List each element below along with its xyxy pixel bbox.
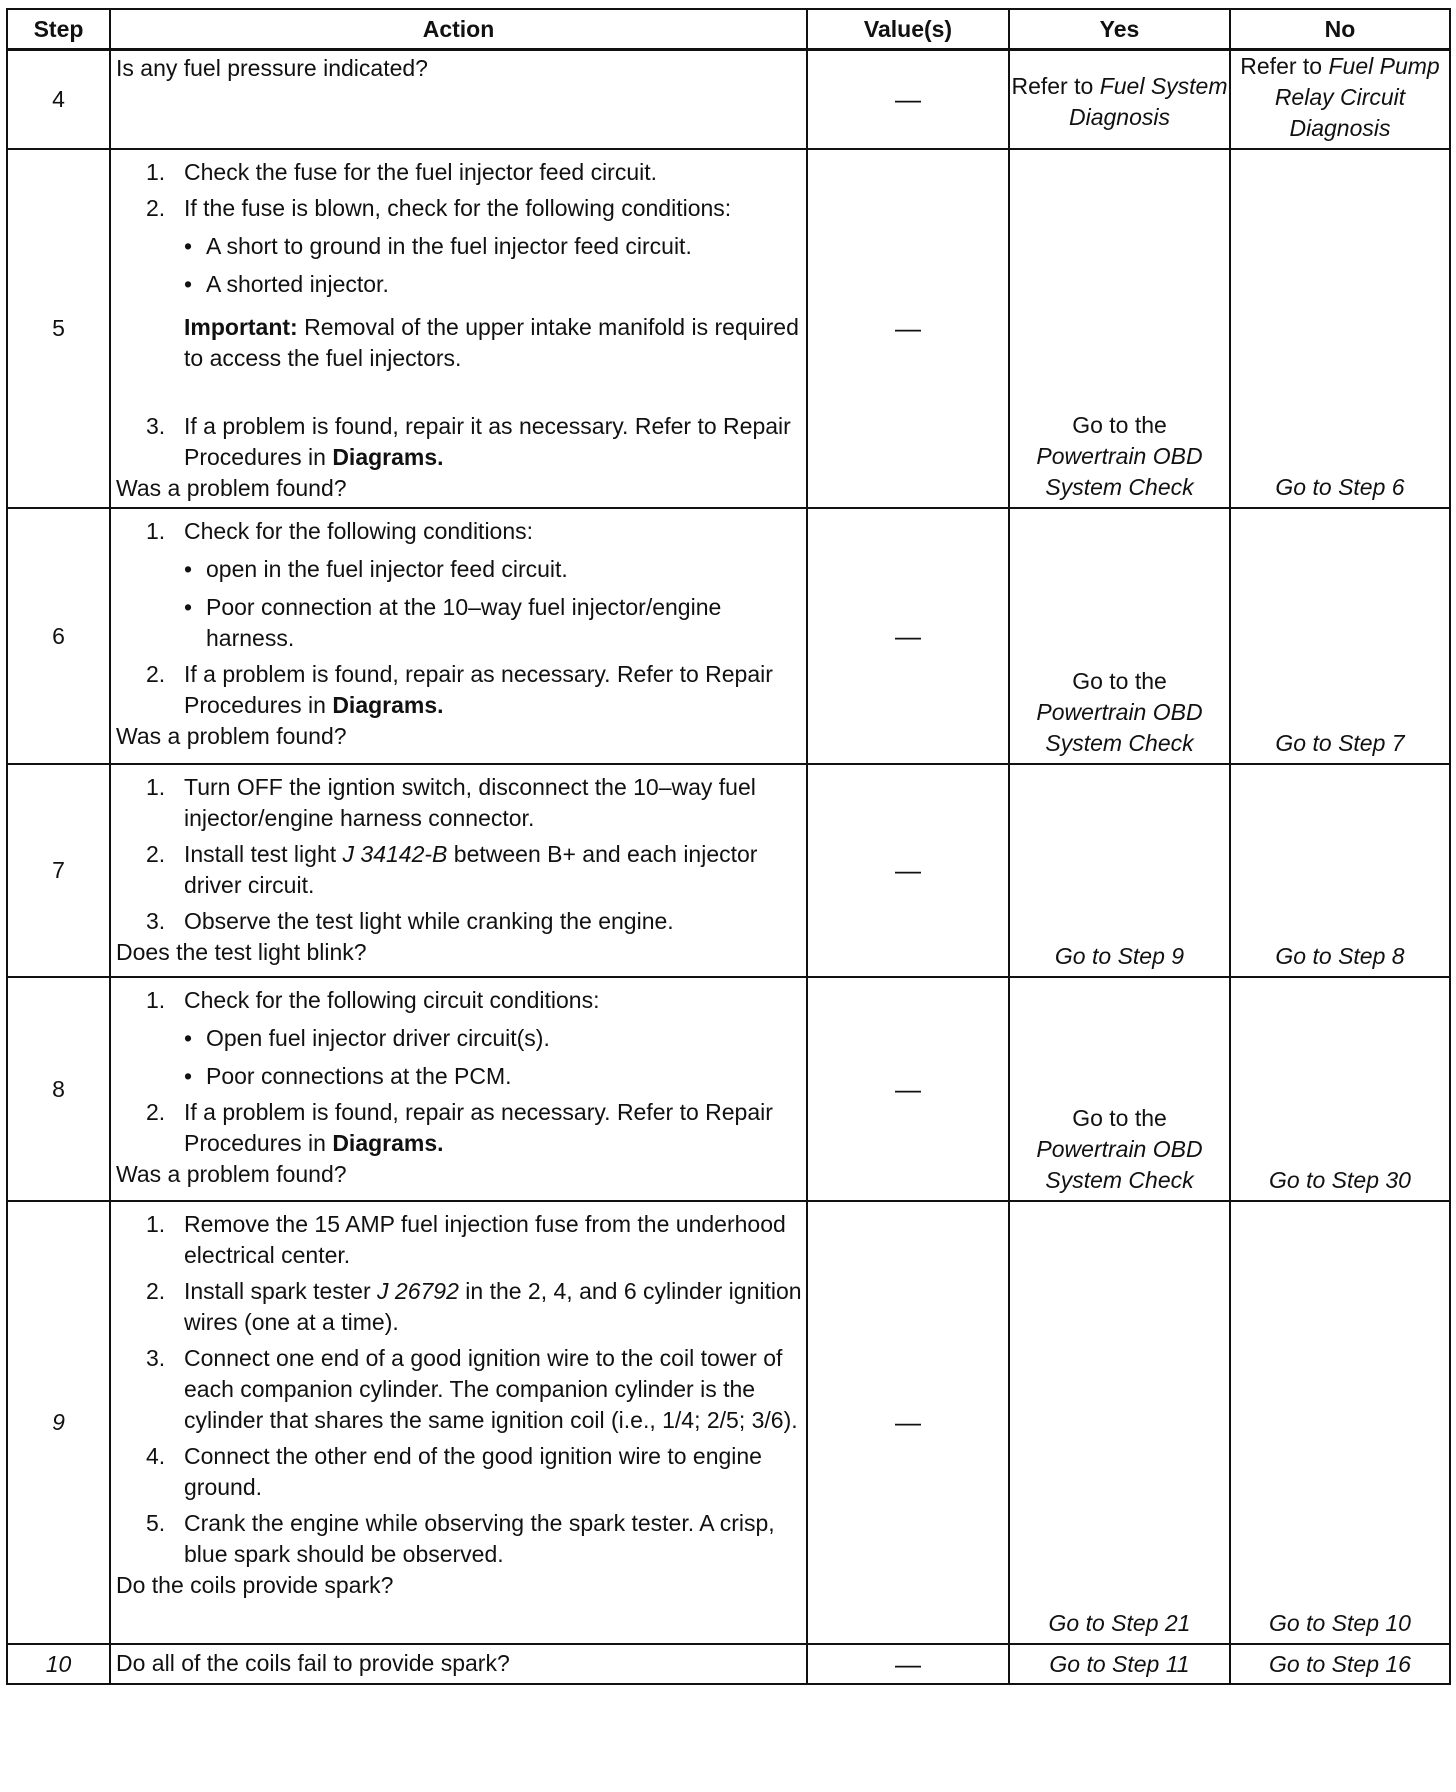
no-ref: Go to Step 16 (1269, 1650, 1411, 1677)
diagrams-ref: Diagrams. (332, 444, 444, 470)
action-item: If the fuse is blown, check for the following conditions: (184, 195, 732, 221)
action-item: Observe the test light while cranking the engine. (184, 908, 674, 934)
action-item: between B+ and each injector driver circuit. (184, 841, 758, 898)
action-item: Connect one end of a good ignition wire to the coil tower of each companion cylinder. The companion cylinder is the cylinder that shares the same ignition coil (i.e., 1/4; 2/5; 3/6). (184, 1345, 798, 1433)
no-cell (1230, 1201, 1450, 1644)
no-ref: Go to Step 10 (1269, 1610, 1411, 1636)
list-number: 1. (146, 1211, 166, 1237)
yes-text: Go to the (1072, 668, 1167, 694)
header-values: Value(s) (807, 9, 1009, 50)
value-cell: — (807, 1644, 1009, 1684)
condition-item: A short to ground in the fuel injector feed circuit. (206, 233, 692, 259)
yes-text: Refer to (1011, 72, 1100, 99)
value-cell: — (807, 977, 1009, 1201)
yes-ref: Powertrain OBD System Check (1036, 1136, 1203, 1193)
action-item: Connect the other end of the good ignition wire to engine ground. (184, 1443, 762, 1500)
yes-ref: Powertrain OBD System Check (1036, 443, 1203, 500)
question-text: Was a problem found? (116, 1161, 347, 1187)
bullet: • (184, 594, 193, 620)
table-row (7, 50, 1450, 150)
table-row (7, 508, 1450, 764)
question-text: Does the test light blink? (116, 939, 367, 965)
yes-cell (1009, 1201, 1230, 1644)
list-number: 1. (146, 987, 166, 1013)
action-item: If a problem is found, repair it as necessary. Refer to Repair Procedures in (184, 413, 791, 470)
no-cell (1230, 977, 1450, 1201)
important-label: Important: (184, 314, 298, 340)
action-item: Check the fuse for the fuel injector feed circuit. (184, 159, 658, 185)
value-cell: — (807, 764, 1009, 977)
tool-ref: J 34142-B (342, 841, 448, 867)
action-item: If a problem is found, repair as necessary. Refer to Repair Procedures in (184, 1099, 773, 1156)
question-text: Do the coils provide spark? (116, 1572, 394, 1598)
step-number: 8 (7, 977, 110, 1201)
step-number: 7 (7, 764, 110, 977)
list-number: 2. (146, 195, 166, 221)
yes-ref: Fuel System Diagnosis (1069, 72, 1228, 130)
yes-ref: Go to Step 21 (1048, 1610, 1191, 1636)
yes-ref: Go to Step 9 (1054, 943, 1185, 969)
table-row (7, 764, 1450, 977)
list-number: 2. (146, 661, 166, 687)
action-cell (110, 1644, 807, 1684)
list-number: 2. (146, 1099, 166, 1125)
action-item: Install test light (184, 841, 343, 867)
yes-cell (1009, 977, 1230, 1201)
action-cell (110, 50, 807, 150)
action-item: Check for the following conditions: (184, 518, 534, 544)
question-text: Is any fuel pressure indicated? (116, 55, 428, 81)
condition-item: Open fuel injector driver circuit(s). (206, 1025, 550, 1051)
bullet: • (184, 233, 193, 259)
list-number: 2. (146, 841, 166, 867)
header-yes: Yes (1009, 9, 1230, 50)
yes-text: Go to the (1072, 1105, 1167, 1131)
no-ref: Go to Step 30 (1269, 1167, 1411, 1193)
list-number: 3. (146, 908, 166, 934)
yes-ref: Powertrain OBD System Check (1036, 699, 1203, 756)
yes-cell (1009, 508, 1230, 764)
important-note (116, 312, 802, 374)
action-item: Turn OFF the igntion switch, disconnect the 10–way fuel injector/engine harness connector. (184, 774, 756, 831)
yes-cell (1009, 1644, 1230, 1684)
no-cell (1230, 508, 1450, 764)
step-number: 6 (7, 508, 110, 764)
value-cell: — (807, 149, 1009, 508)
no-ref: Go to Step 8 (1275, 943, 1405, 969)
diagrams-ref: Diagrams. (332, 1130, 444, 1156)
list-number: 5. (146, 1510, 166, 1536)
yes-cell (1009, 149, 1230, 508)
yes-ref: Go to Step 11 (1049, 1650, 1190, 1677)
condition-item: open in the fuel injector feed circuit. (206, 556, 568, 582)
action-item: Crank the engine while observing the spark tester. A crisp, blue spark should be observed. (184, 1510, 775, 1567)
action-item: Install spark tester (184, 1278, 378, 1304)
action-item: Check for the following circuit conditions: (184, 987, 600, 1013)
step-number: 5 (7, 149, 110, 508)
question-text: Was a problem found? (116, 723, 347, 749)
action-cell (110, 149, 807, 508)
header-no: No (1230, 9, 1450, 50)
action-cell (110, 508, 807, 764)
no-ref: Go to Step 7 (1275, 730, 1405, 756)
step-number: 9 (7, 1201, 110, 1644)
diagnostic-table (6, 8, 1451, 1685)
condition-item: Poor connections at the PCM. (206, 1063, 512, 1089)
action-item: in the 2, 4, and 6 cylinder ignition wires (one at a time). (184, 1278, 802, 1335)
table-row (7, 149, 1450, 508)
list-number: 4. (146, 1443, 166, 1469)
list-number: 3. (146, 413, 166, 439)
condition-item: Poor connection at the 10–way fuel injector/engine harness. (206, 594, 722, 651)
action-item: Remove the 15 AMP fuel injection fuse from the underhood electrical center. (184, 1211, 786, 1268)
list-number: 1. (146, 774, 166, 800)
yes-cell (1009, 50, 1230, 150)
no-cell (1230, 764, 1450, 977)
value-cell: — (807, 508, 1009, 764)
no-cell (1230, 1644, 1450, 1684)
no-ref: Fuel Pump Relay Circuit Diagnosis (1274, 53, 1440, 141)
step-number: 10 (7, 1644, 110, 1684)
bullet: • (184, 556, 193, 582)
bullet: • (184, 1025, 193, 1051)
header-action: Action (110, 9, 807, 50)
value-cell: — (807, 1201, 1009, 1644)
yes-cell (1009, 764, 1230, 977)
table-row (7, 1201, 1450, 1644)
condition-item: A shorted injector. (206, 271, 389, 297)
list-number: 3. (146, 1345, 166, 1371)
important-text: Removal of the upper intake manifold is required to access the fuel injectors. (184, 314, 799, 371)
table-row (7, 1644, 1450, 1684)
value-cell: — (807, 50, 1009, 150)
bullet: • (184, 1063, 193, 1089)
action-item: If a problem is found, repair as necessary. Refer to Repair Procedures in (184, 661, 773, 718)
action-cell (110, 764, 807, 977)
tool-ref: J 26792 (377, 1278, 459, 1304)
question-text: Was a problem found? (116, 475, 347, 501)
no-cell (1230, 149, 1450, 508)
bullet: • (184, 271, 193, 297)
step-number: 4 (7, 50, 110, 150)
table-row (7, 977, 1450, 1201)
diagrams-ref: Diagrams. (332, 692, 444, 718)
action-cell (110, 977, 807, 1201)
header-step: Step (7, 9, 110, 50)
question-text: Do all of the coils fail to provide spark? (116, 1650, 510, 1676)
list-number: 1. (146, 159, 166, 185)
list-number: 2. (146, 1278, 166, 1304)
no-ref: Go to Step 6 (1275, 474, 1405, 500)
header-row (7, 9, 1450, 50)
no-text: Refer to (1240, 53, 1329, 79)
action-cell (110, 1201, 807, 1644)
yes-text: Go to the (1072, 412, 1167, 438)
list-number: 1. (146, 518, 166, 544)
no-cell (1230, 50, 1450, 150)
